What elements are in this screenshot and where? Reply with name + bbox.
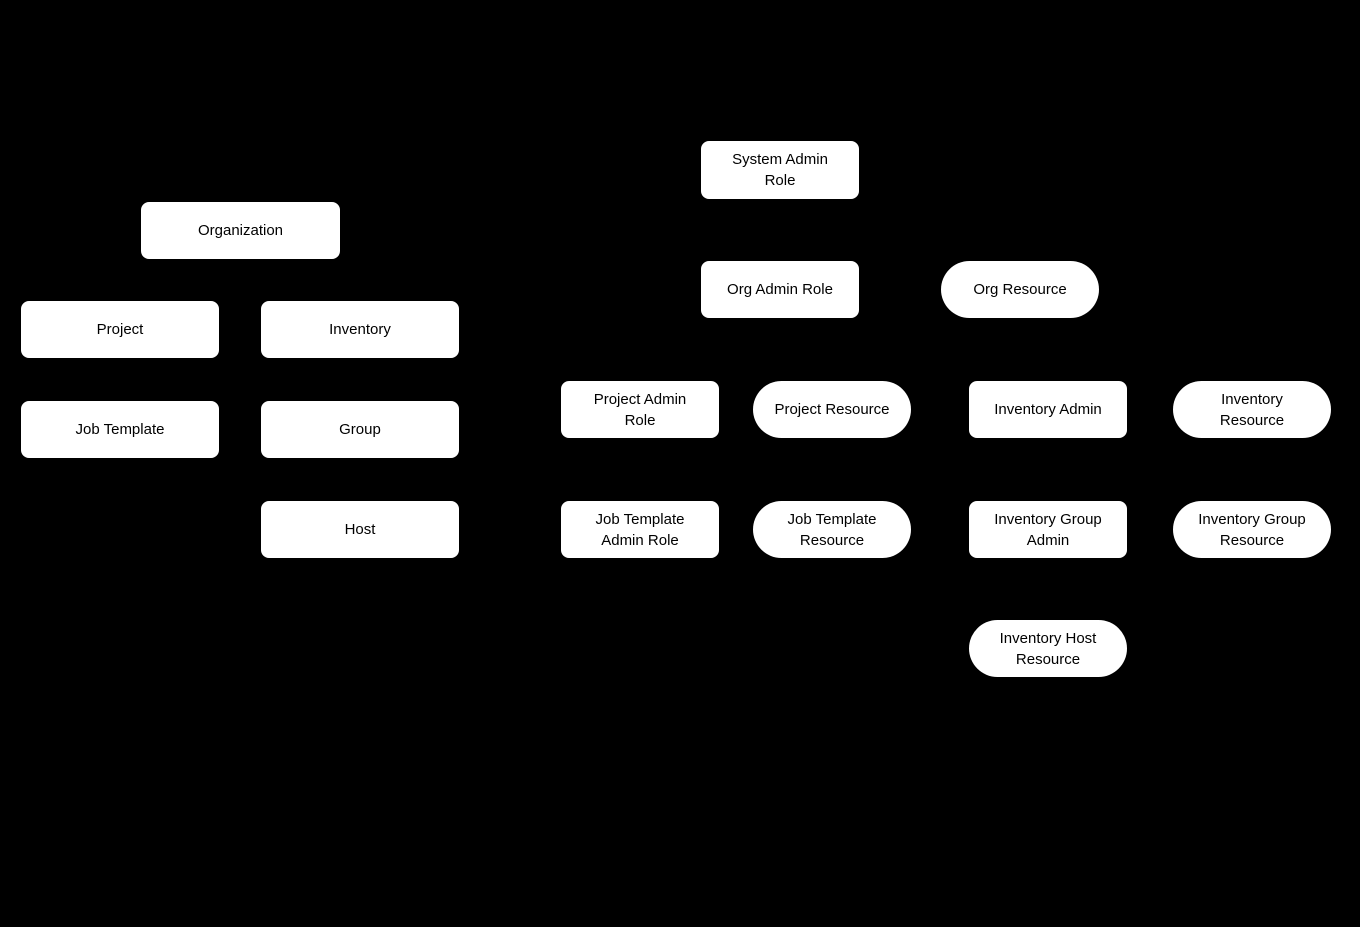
diagram-node-system-admin-role: [701, 141, 859, 199]
diagram-node-org-resource: [941, 261, 1099, 318]
diagram-node-inventory-group-resource: [1173, 501, 1331, 558]
diagram-node-inventory-group-admin: [969, 501, 1127, 558]
diagram-node-label: Job Template: [75, 421, 165, 438]
diagram-node-project-resource: [753, 381, 911, 438]
diagram-node-label: Job Template Admin Role: [595, 510, 685, 549]
diagram-node-label: Job Template Resource: [787, 510, 877, 549]
diagram-node-label: Project: [96, 321, 144, 338]
diagram-node-job-template: [21, 401, 219, 458]
diagram-node-organization: [141, 202, 340, 259]
diagram-node-host: [261, 501, 459, 558]
diagram-node-label: Org Admin Role: [727, 281, 833, 298]
diagram-node-label: Project Resource: [774, 401, 890, 418]
diagram-node-job-template-resource: [753, 501, 911, 558]
diagram-node-label: Inventory Resource: [1219, 390, 1285, 429]
diagram-node-inventory-admin: [969, 381, 1127, 438]
diagram-node-inventory-resource: [1173, 381, 1331, 438]
diagram-node-label: Inventory Host Resource: [999, 629, 1097, 668]
diagram-node-label: Inventory Admin: [994, 401, 1102, 418]
diagram-node-label: System Admin Role: [732, 151, 828, 189]
diagram-node-label: Group: [339, 421, 381, 438]
diagram-node-label: Inventory Group Admin: [994, 510, 1102, 549]
diagram-node-label: Host: [344, 521, 376, 538]
diagram-node-label: Org Resource: [973, 281, 1067, 298]
diagram-node-inventory: [261, 301, 459, 358]
diagram-node-job-template-admin-role: [561, 501, 719, 558]
diagram-node-org-admin-role: [701, 261, 859, 318]
diagram-node-group: [261, 401, 459, 458]
diagram-node-label: Inventory Group Resource: [1198, 510, 1306, 549]
diagram-node-label: Organization: [197, 222, 284, 239]
diagram-node-label: Project Admin Role: [593, 390, 687, 429]
diagram-node-label: Inventory: [329, 321, 391, 338]
diagram-node-project: [21, 301, 219, 358]
diagram-node-project-admin-role: [561, 381, 719, 438]
diagram-node-inventory-host-resource: [969, 620, 1127, 677]
